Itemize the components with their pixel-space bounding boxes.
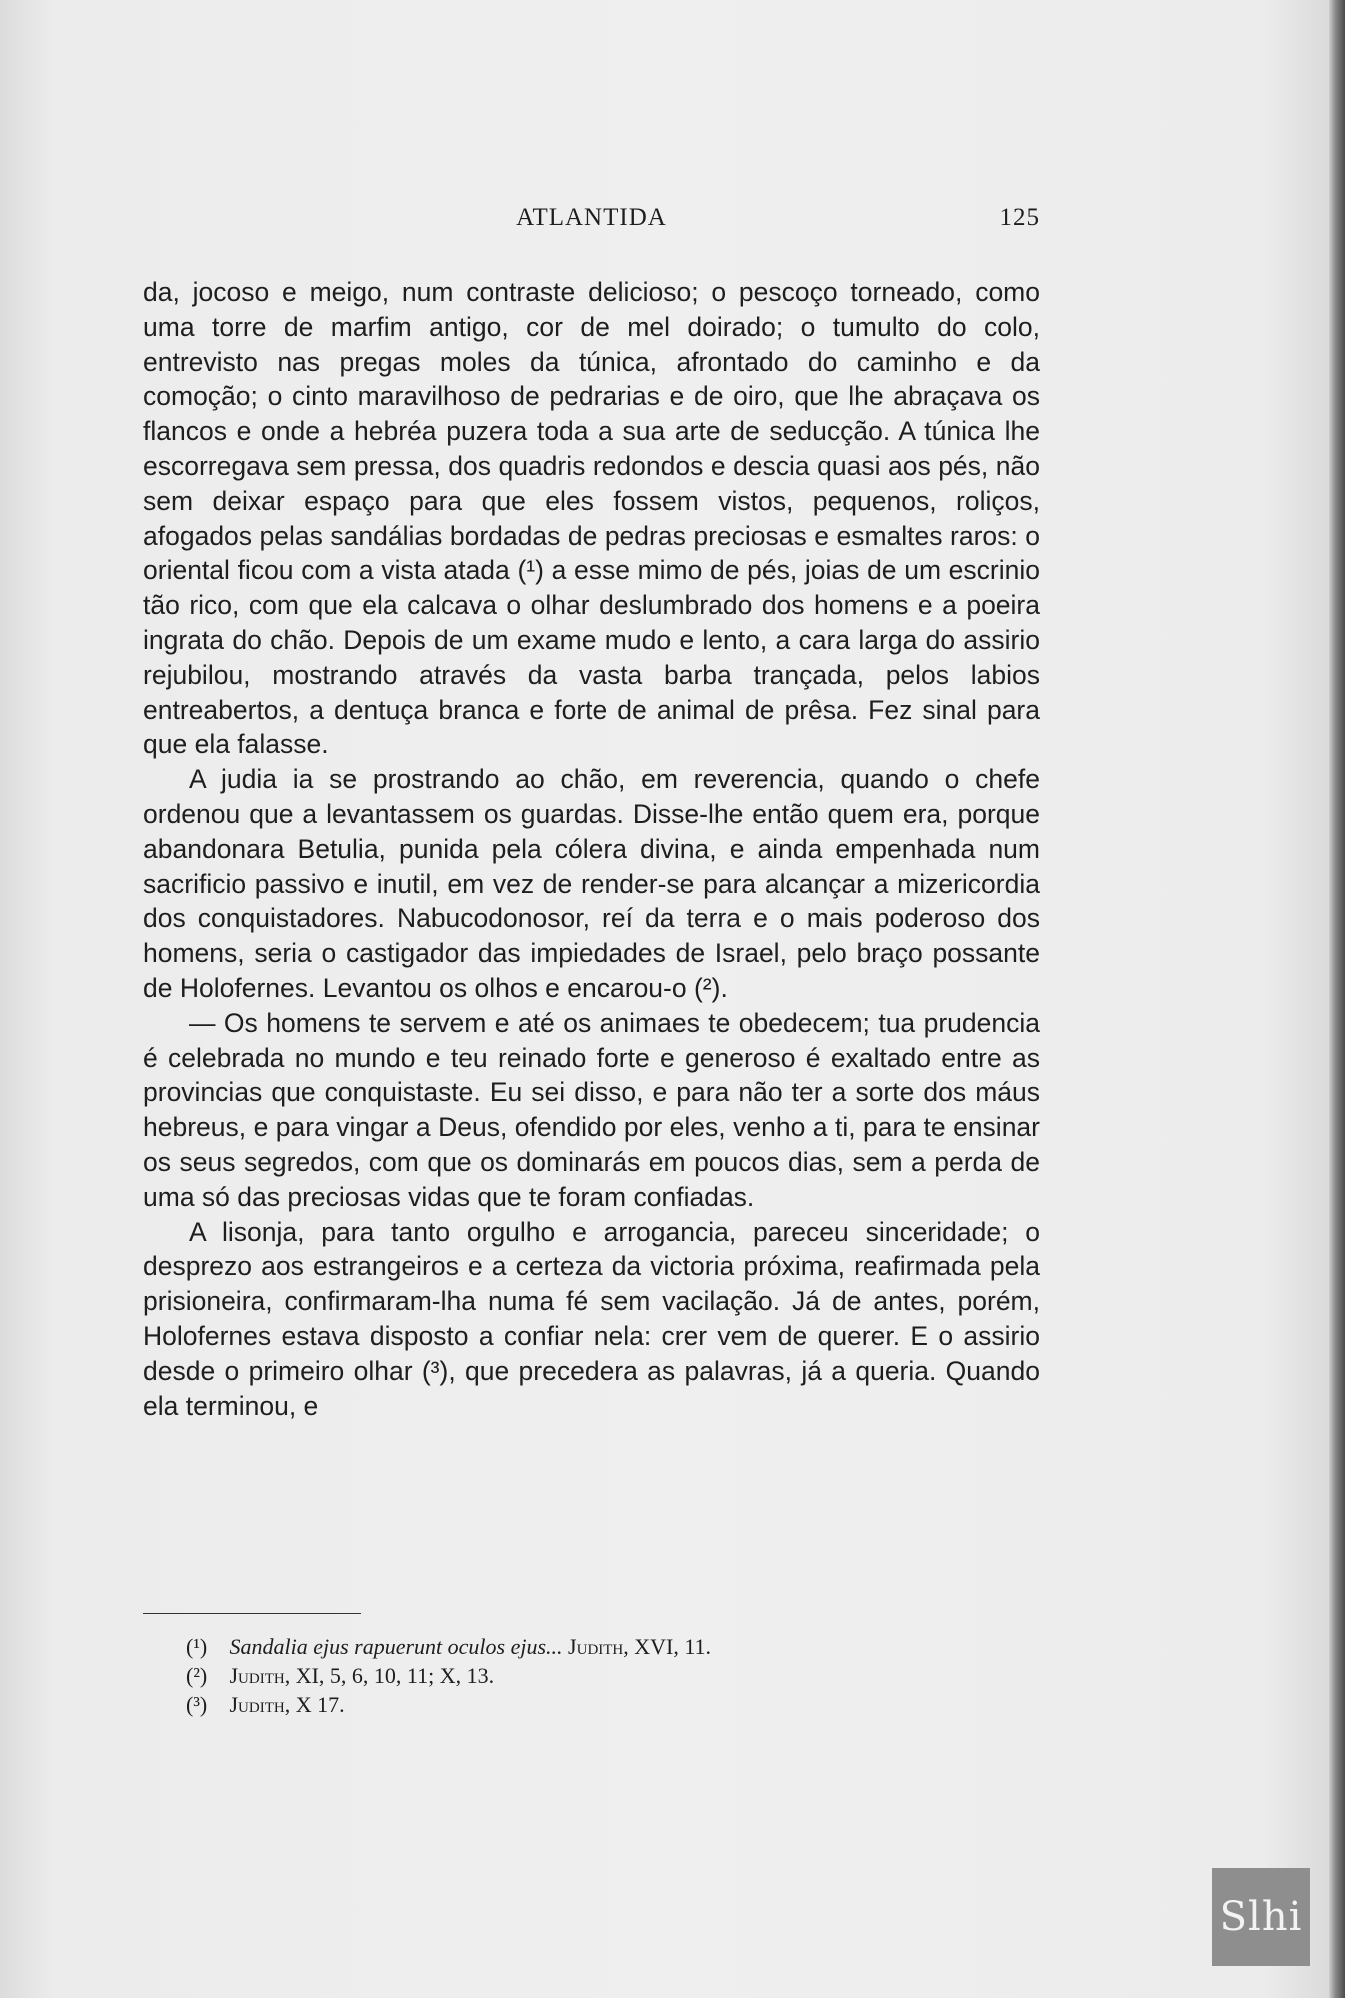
- running-header: [143, 204, 1040, 238]
- paragraph-4: A lisonja, para tanto orgulho e arrogancia, pareceu sinceridade; o desprezo aos estrangeiros e a certeza da victoria próxima, reafirmada pela prisioneira, confirmaram-lha numa fé sem vacilação. Já de antes, porém, Holofernes estava disposto a confiar nela: crer vem de querer. E o assirio desde o primeiro olhar (³), que precedera as palavras, já a queria. Quando ela terminou, e: [143, 1216, 1040, 1421]
- footnote-1: [186, 1632, 1006, 1661]
- body-text: [143, 275, 1040, 1423]
- page-binding-shadow: [1329, 0, 1345, 1998]
- footnote-citation: Judith, X 17.: [229, 1692, 345, 1717]
- page-number: 125: [999, 204, 1040, 231]
- library-logo-watermark: [1212, 1868, 1310, 1966]
- footnote-3: [186, 1690, 1006, 1719]
- paragraph-3: — Os homens te servem e até os animaes te obedecem; tua prudencia é celebrada no mundo e teu reinado forte e generoso é exaltado entre as provincias que conquistaste. Eu sei disso, e para não ter a sorte dos máus hebreus, e para vingar a Deus, ofendido por eles, venho a ti, para te ensinar os seus segredos, com que os dominarás em poucos dias, sem a perda de uma só das preciosas vidas que te foram confiadas.: [143, 1007, 1040, 1212]
- paragraph-2: A judia ia se prostrando ao chão, em reverencia, quando o chefe ordenou que a levantassem os guardas. Disse-lhe então quem era, porque abandonara Betulia, punida pela cólera divina, e ainda empenhada num sacrificio passivo e inutil, em vez de render-se para alcançar a mizericordia dos conquistadores. Nabucodonosor, reí da terra e o mais poderoso dos homens, seria o castigador das impiedades de Israel, pelo braço possante de Holofernes. Levantou os olhos e encarou-o (²).: [143, 764, 1040, 1003]
- footnote-marker: (³): [186, 1692, 208, 1717]
- footnotes: [186, 1632, 1006, 1719]
- logo-text: Slhi: [1219, 1894, 1303, 1940]
- running-title: ATLANTIDA: [516, 204, 667, 231]
- footnote-marker: (¹): [186, 1634, 208, 1659]
- footnote-quote: Sandalia ejus rapuerunt oculos ejus...: [229, 1634, 563, 1659]
- paragraph-1: da, jocoso e meigo, num contraste delicioso; o pescoço torneado, como uma torre de marfim antigo, cor de mel doirado; o tumulto do colo, entrevisto nas pregas moles da túnica, afrontado do caminho e da comoção; o cinto maravilhoso de pedrarias e de oiro, que lhe abraçava os flancos e onde a hebréa puzera toda a sua arte de seducção. A túnica lhe escorregava sem pressa, dos quadris redondos e descia quasi aos pés, não sem deixar espaço para que eles fossem vistos, pequenos, roliços, afogados pelas sandálias bordadas de pedras preciosas e esmaltes raros: o oriental ficou com a vista atada (¹) a esse mimo de pés, joias de um escrinio tão rico, com que ela calcava o olhar deslumbrado dos homens e a poeira ingrata do chão. Depois de um exame mudo e lento, a cara larga do assirio rejubilou, mostrando através da vasta barba trançada, pelos labios entreabertos, a dentuça branca e forte de animal de prêsa. Fez sinal para que ela falasse.: [143, 277, 1040, 760]
- footnote-citation: Judith, XVI, 11.: [568, 1634, 712, 1659]
- footnote-marker: (²): [186, 1663, 208, 1688]
- footnote-citation: Judith, XI, 5, 6, 10, 11; X, 13.: [229, 1663, 495, 1688]
- footnote-2: [186, 1661, 1006, 1690]
- footnote-divider: [143, 1613, 361, 1614]
